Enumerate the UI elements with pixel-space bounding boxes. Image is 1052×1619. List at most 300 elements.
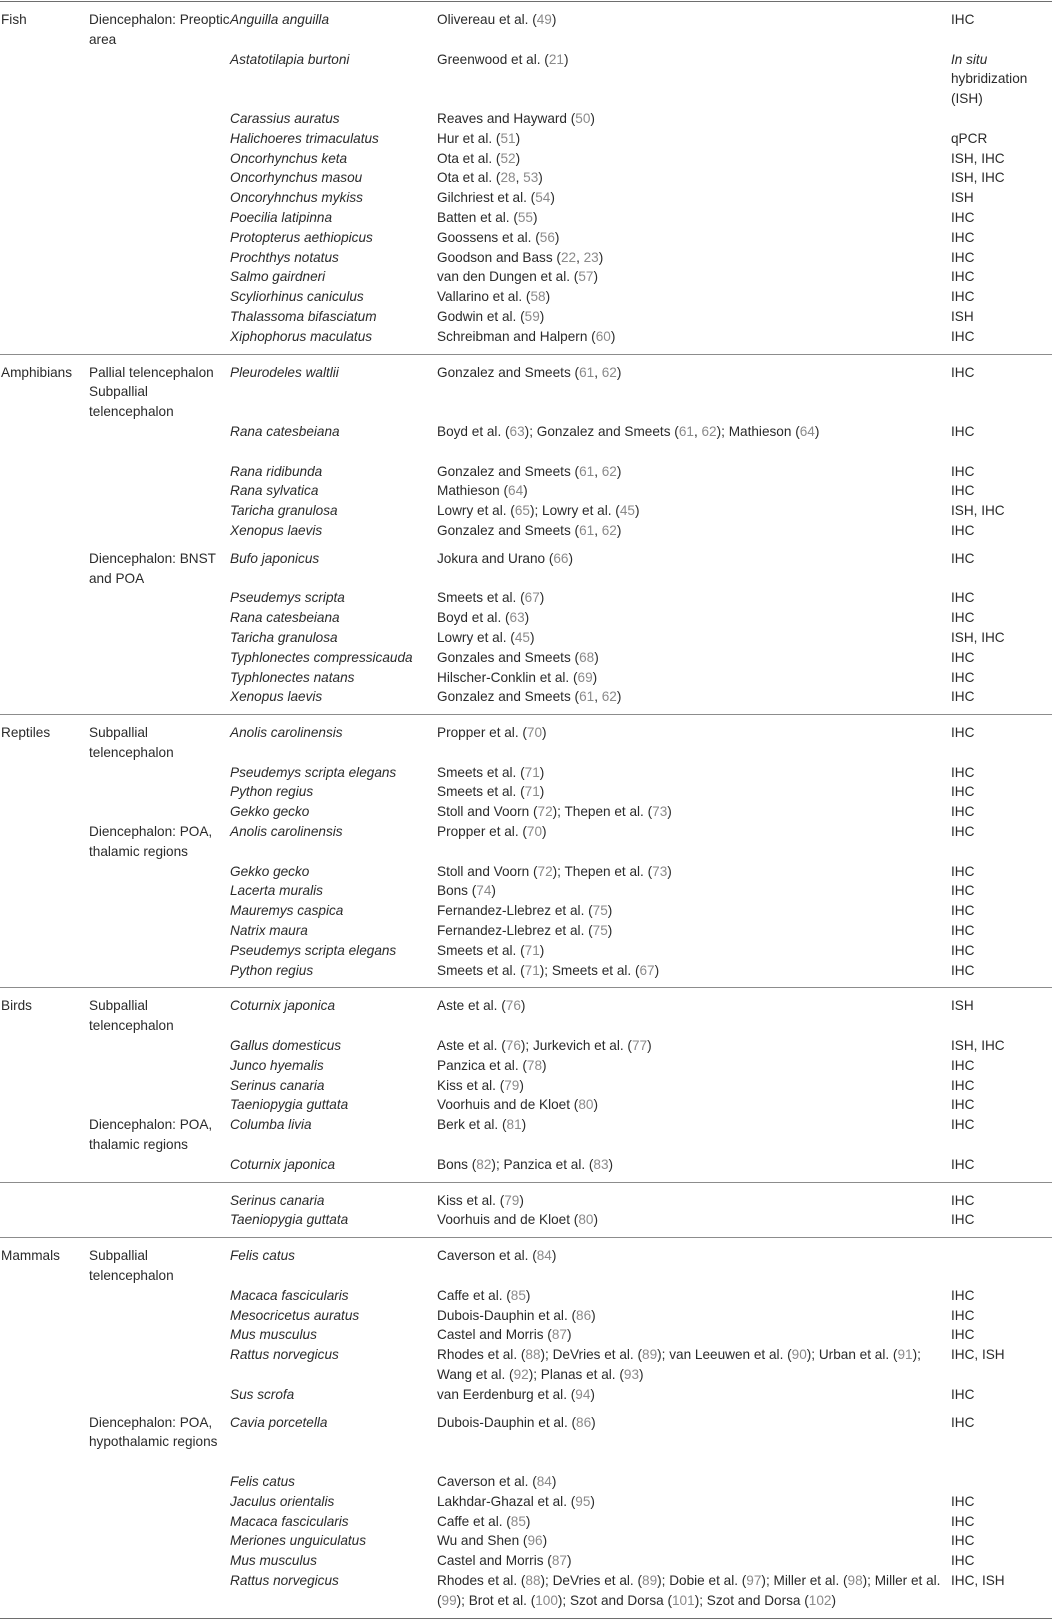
table-row bbox=[0, 228, 1052, 248]
reference-text: Berk et al. ( bbox=[437, 1117, 507, 1133]
table-row bbox=[0, 109, 1052, 129]
reference-number: 89 bbox=[642, 1572, 658, 1588]
reference-text: Smeets et al. ( bbox=[437, 962, 525, 978]
reference-text: ); Miller et al. ( bbox=[761, 1572, 848, 1588]
reference-cell bbox=[437, 1076, 951, 1096]
method-cell: IHC bbox=[951, 249, 975, 265]
table-row bbox=[0, 1571, 1052, 1611]
reference-cell bbox=[437, 1512, 951, 1532]
table-row bbox=[0, 1115, 1052, 1155]
reference-cell bbox=[437, 996, 951, 1016]
species-cell: Serinus canaria bbox=[230, 1077, 325, 1093]
reference-text: ) bbox=[598, 249, 604, 265]
reference-cell bbox=[437, 961, 951, 981]
table-row bbox=[0, 287, 1052, 307]
method-cell: IHC bbox=[951, 289, 975, 305]
method-cell: IHC bbox=[951, 522, 975, 538]
table-row bbox=[0, 862, 1052, 882]
reference-cell bbox=[437, 1413, 951, 1433]
reference-number: 82 bbox=[476, 1156, 492, 1172]
reference-text: ); Wang et al. ( bbox=[437, 1347, 921, 1382]
method-cell: IHC bbox=[951, 364, 975, 380]
table-row bbox=[0, 208, 1052, 228]
reference-text: Gonzalez and Smeets ( bbox=[437, 463, 580, 479]
method-cell: IHC bbox=[951, 784, 975, 800]
method-cell: IHC bbox=[951, 1192, 975, 1208]
reference-number: 23 bbox=[583, 249, 599, 265]
species-cell: Scyliorhinus caniculus bbox=[230, 289, 364, 305]
method-cell: IHC bbox=[951, 483, 975, 499]
region-cell: Diencephalon: Preoptic area bbox=[89, 12, 230, 47]
reference-number: 101 bbox=[672, 1592, 695, 1608]
reference-text: Wu and Shen ( bbox=[437, 1533, 528, 1549]
reference-cell bbox=[437, 668, 951, 688]
reference-text: ) bbox=[519, 1192, 524, 1208]
species-cell: Columba livia bbox=[230, 1117, 312, 1133]
reference-number: 79 bbox=[504, 1192, 520, 1208]
table-row bbox=[0, 481, 1052, 501]
reference-number: 75 bbox=[592, 903, 608, 919]
reference-number: 62 bbox=[701, 423, 717, 439]
reference-number: 98 bbox=[847, 1572, 863, 1588]
reference-text: ) bbox=[591, 1414, 596, 1430]
reference-number: 83 bbox=[593, 1156, 609, 1172]
region-cell: Subpallial telencephalon bbox=[89, 998, 174, 1034]
table-row bbox=[0, 1472, 1052, 1492]
reference-text: ) bbox=[667, 804, 672, 820]
table-row bbox=[0, 723, 1052, 763]
reference-cell bbox=[437, 50, 951, 70]
reference-number: 71 bbox=[524, 942, 540, 958]
species-cell: Serinus canaria bbox=[230, 1192, 325, 1208]
species-cell: Python regius bbox=[230, 784, 314, 800]
species-cell: Gekko gecko bbox=[230, 804, 310, 820]
species-cell: Xiphophorus maculatus bbox=[230, 328, 373, 344]
species-cell: Pseudemys scripta elegans bbox=[230, 942, 397, 958]
reference-cell bbox=[437, 481, 951, 501]
species-cell: Natrix maura bbox=[230, 923, 308, 939]
species-cell: Xenopus laevis bbox=[230, 689, 323, 705]
method-cell: IHC bbox=[951, 1386, 975, 1402]
reference-text: Kiss et al. ( bbox=[437, 1192, 505, 1208]
table-row bbox=[0, 50, 1052, 109]
reference-text: , bbox=[594, 364, 602, 380]
reference-cell bbox=[437, 588, 951, 608]
table-row bbox=[0, 1512, 1052, 1532]
reference-number: 50 bbox=[575, 110, 591, 126]
taxon-group bbox=[0, 1183, 1052, 1239]
reference-text: Rhodes et al. ( bbox=[437, 1347, 526, 1363]
reference-text: ); Szot and Dorsa ( bbox=[557, 1592, 672, 1608]
reference-text: ); Lowry et al. ( bbox=[529, 503, 620, 519]
reference-text: Voorhuis and de Kloet ( bbox=[437, 1212, 579, 1228]
reference-text: Caverson et al. ( bbox=[437, 1248, 537, 1264]
method-cell: ISH, IHC bbox=[951, 150, 1005, 166]
reference-cell bbox=[437, 422, 951, 442]
reference-cell bbox=[437, 608, 951, 628]
reference-text: Boyd et al. ( bbox=[437, 610, 510, 626]
reference-text: Jokura and Urano ( bbox=[437, 550, 554, 566]
species-cell: Typhlonectes compressicauda bbox=[230, 649, 413, 665]
reference-text: Caverson et al. ( bbox=[437, 1473, 537, 1489]
reference-number: 28 bbox=[500, 170, 516, 186]
reference-cell bbox=[437, 763, 951, 783]
table-row bbox=[0, 961, 1052, 981]
taxon-cell: Amphibians bbox=[1, 364, 73, 380]
species-cell: Carassius auratus bbox=[230, 110, 340, 126]
region-cell: Pallial telencephalon Subpallial telencephalon bbox=[89, 364, 214, 420]
reference-text: ) bbox=[524, 610, 530, 626]
reference-text: ); Thepen et al. ( bbox=[552, 863, 653, 879]
table-row bbox=[0, 422, 1052, 462]
method-cell: IHC bbox=[951, 229, 975, 245]
reference-text: Mathieson ( bbox=[437, 483, 509, 499]
method-cell: IHC bbox=[951, 590, 975, 606]
reference-text: Stoll and Voorn ( bbox=[437, 863, 538, 879]
table-row bbox=[0, 648, 1052, 668]
reference-text: ) bbox=[525, 1513, 531, 1529]
taxon-group bbox=[0, 988, 1052, 1182]
reference-text: Smeets et al. ( bbox=[437, 764, 525, 780]
table-row bbox=[0, 901, 1052, 921]
reference-cell bbox=[437, 1306, 951, 1326]
reference-cell bbox=[437, 822, 951, 842]
table-row bbox=[0, 1191, 1052, 1211]
reference-text: , bbox=[594, 522, 602, 538]
reference-cell bbox=[437, 521, 951, 541]
species-cell: Taricha granulosa bbox=[230, 503, 338, 519]
reference-number: 80 bbox=[578, 1097, 594, 1113]
reference-text: , bbox=[594, 689, 602, 705]
reference-number: 97 bbox=[746, 1572, 762, 1588]
reference-text: ) bbox=[542, 1533, 548, 1549]
table-row bbox=[0, 921, 1052, 941]
reference-text: Kiss et al. ( bbox=[437, 1077, 505, 1093]
reference-text: ) bbox=[616, 689, 622, 705]
species-cell: Mus musculus bbox=[230, 1327, 317, 1343]
reference-text: Bons ( bbox=[437, 883, 477, 899]
table-row bbox=[0, 1413, 1052, 1472]
method-cell: IHC bbox=[951, 962, 975, 978]
reference-text: ) bbox=[590, 110, 595, 126]
reference-text: ); Miller et al. ( bbox=[437, 1572, 941, 1608]
reference-number: 59 bbox=[524, 308, 540, 324]
reference-number: 70 bbox=[526, 824, 543, 840]
reference-number: 100 bbox=[535, 1592, 558, 1608]
reference-cell bbox=[437, 1056, 951, 1076]
reference-text: ) bbox=[610, 328, 616, 344]
table-row bbox=[0, 149, 1052, 169]
taxon-group bbox=[0, 1238, 1052, 1618]
reference-text: ) bbox=[520, 998, 526, 1014]
reference-number: 58 bbox=[530, 289, 546, 305]
reference-number: 79 bbox=[504, 1077, 520, 1093]
reference-number: 67 bbox=[639, 962, 655, 978]
method-cell: IHC bbox=[951, 1493, 975, 1509]
reference-text: ); Dobie et al. ( bbox=[657, 1572, 747, 1588]
reference-cell bbox=[437, 1551, 951, 1571]
reference-number: 57 bbox=[578, 269, 594, 285]
table-row bbox=[0, 1210, 1052, 1230]
reference-text: Castel and Morris ( bbox=[437, 1553, 552, 1569]
reference-number: 80 bbox=[578, 1212, 594, 1228]
reference-text: Dubois-Dauphin et al. ( bbox=[437, 1414, 577, 1430]
species-cell: Mus musculus bbox=[230, 1553, 317, 1569]
reference-text: Smeets et al. ( bbox=[437, 942, 525, 958]
method-cell: IHC bbox=[951, 610, 975, 626]
method-cell: IHC bbox=[951, 649, 975, 665]
reference-number: 61 bbox=[579, 364, 595, 380]
reference-text: Fernandez-Llebrez et al. ( bbox=[437, 923, 593, 939]
table-body bbox=[0, 2, 1052, 1619]
method-text: hybridization (ISH) bbox=[951, 71, 1028, 107]
reference-number: 56 bbox=[539, 229, 555, 245]
reference-number: 61 bbox=[579, 522, 595, 538]
method-cell: IHC, ISH bbox=[951, 1572, 1005, 1588]
reference-cell bbox=[437, 327, 951, 347]
row-gap bbox=[0, 1405, 1052, 1413]
method-cell: IHC bbox=[951, 903, 975, 919]
reference-text: ) bbox=[616, 522, 622, 538]
reference-cell bbox=[437, 1492, 951, 1512]
species-cell: Rana catesbeiana bbox=[230, 423, 340, 439]
species-cell: Felis catus bbox=[230, 1248, 295, 1264]
table-row bbox=[0, 307, 1052, 327]
reference-number: 64 bbox=[508, 483, 524, 499]
reference-text: Propper et al. ( bbox=[437, 824, 527, 840]
reference-number: 55 bbox=[517, 209, 533, 225]
reference-text: Gonzalez and Smeets ( bbox=[437, 689, 580, 705]
method-cell: IHC bbox=[951, 463, 975, 479]
taxon-cell: Mammals bbox=[1, 1248, 60, 1264]
reference-text: ) bbox=[647, 1038, 652, 1054]
reference-text: ) bbox=[639, 1367, 644, 1382]
reference-text: Schreibman and Halpern ( bbox=[437, 328, 596, 344]
method-cell: IHC bbox=[951, 1287, 975, 1303]
method-cell: IHC bbox=[951, 550, 975, 566]
method-cell: IHC bbox=[951, 269, 975, 285]
reference-cell bbox=[437, 723, 951, 743]
method-cell: ISH, IHC bbox=[951, 1038, 1005, 1054]
table-row bbox=[0, 763, 1052, 783]
reference-cell bbox=[437, 1115, 951, 1135]
table-row bbox=[0, 802, 1052, 822]
region-cell: Subpallial telencephalon bbox=[89, 1248, 174, 1284]
species-cell: Oncorhynchus keta bbox=[230, 150, 348, 166]
reference-cell bbox=[437, 1286, 951, 1306]
reference-number: 86 bbox=[576, 1307, 592, 1323]
species-cell: Taeniopygia guttata bbox=[230, 1097, 349, 1113]
method-cell: ISH, IHC bbox=[951, 503, 1005, 519]
reference-text: ); Smeets et al. ( bbox=[539, 962, 640, 978]
species-cell: Coturnix japonica bbox=[230, 998, 336, 1014]
reference-text: ) bbox=[539, 308, 545, 324]
reference-number: 73 bbox=[652, 863, 668, 879]
species-cell: Rattus norvegicus bbox=[230, 1572, 339, 1588]
species-cell: Salmo gairdneri bbox=[230, 269, 326, 285]
reference-number: 22 bbox=[560, 249, 577, 265]
reference-cell bbox=[437, 648, 951, 668]
method-cell: ISH bbox=[951, 190, 974, 206]
taxon-group bbox=[0, 715, 1052, 988]
reference-text: ); van Leeuwen et al. ( bbox=[657, 1347, 792, 1363]
reference-cell bbox=[437, 1325, 951, 1345]
reference-cell bbox=[437, 267, 951, 287]
species-cell: Halichoeres trimaculatus bbox=[230, 130, 379, 146]
reference-number: 72 bbox=[537, 804, 553, 820]
table-row bbox=[0, 521, 1052, 541]
reference-text: , bbox=[576, 249, 584, 265]
reference-number: 90 bbox=[791, 1347, 807, 1363]
table-row bbox=[0, 1385, 1052, 1405]
reference-cell bbox=[437, 881, 951, 901]
reference-text: ) bbox=[539, 764, 545, 780]
reference-cell bbox=[437, 1210, 951, 1230]
method-cell: IHC bbox=[951, 328, 975, 344]
reference-text: Goossens et al. ( bbox=[437, 229, 540, 245]
reference-text: Aste et al. ( bbox=[437, 998, 506, 1014]
reference-text: , bbox=[594, 463, 602, 479]
reference-cell bbox=[437, 109, 951, 129]
table-row bbox=[0, 1076, 1052, 1096]
reference-text: ) bbox=[593, 269, 598, 285]
reference-number: 85 bbox=[510, 1513, 526, 1529]
reference-number: 21 bbox=[548, 51, 564, 67]
region-cell: Diencephalon: POA, thalamic regions bbox=[89, 824, 213, 859]
species-cell: Prochthys notatus bbox=[230, 249, 339, 265]
species-cell: Rana catesbeiana bbox=[230, 610, 340, 626]
reference-number: 66 bbox=[553, 550, 569, 566]
reference-text: ) bbox=[539, 784, 545, 800]
method-cell: IHC bbox=[951, 12, 975, 27]
table-row bbox=[0, 687, 1052, 707]
reference-number: 45 bbox=[619, 503, 635, 519]
species-cell: Meriones unguiculatus bbox=[230, 1533, 367, 1549]
reference-text: ) bbox=[616, 364, 622, 380]
reference-text: ) bbox=[593, 1212, 598, 1228]
reference-text: Panzica et al. ( bbox=[437, 1057, 527, 1073]
reference-cell bbox=[437, 862, 951, 882]
reference-text: Ota et al. ( bbox=[437, 170, 501, 186]
reference-number: 63 bbox=[509, 423, 525, 439]
reference-text: ) bbox=[551, 12, 557, 27]
method-cell: IHC bbox=[951, 804, 975, 820]
reference-number: 76 bbox=[505, 998, 521, 1014]
reference-number: 76 bbox=[505, 1038, 521, 1054]
reference-number: 68 bbox=[579, 649, 595, 665]
reference-text: Goodson and Bass ( bbox=[437, 249, 561, 265]
reference-text: Caffe et al. ( bbox=[437, 1513, 511, 1529]
reference-text: ) bbox=[593, 1097, 598, 1113]
species-cell: Astatotilapia burtoni bbox=[230, 51, 350, 67]
reference-text: ) bbox=[608, 1156, 614, 1172]
reference-cell bbox=[437, 208, 951, 228]
species-cell: Oncorhynchus masou bbox=[230, 170, 363, 186]
reference-cell bbox=[437, 1036, 951, 1056]
region-cell: Subpallial telencephalon bbox=[89, 725, 174, 760]
reference-text: ) bbox=[521, 1117, 527, 1133]
species-cell: Junco hyemalis bbox=[230, 1057, 324, 1073]
species-cell: Anolis carolinensis bbox=[230, 824, 343, 840]
method-cell: ISH bbox=[951, 998, 974, 1014]
reference-text: Castel and Morris ( bbox=[437, 1327, 552, 1343]
reference-cell bbox=[437, 307, 951, 327]
reference-text: ); Mathieson ( bbox=[716, 423, 800, 439]
reference-number: 87 bbox=[551, 1327, 567, 1343]
table-row bbox=[0, 188, 1052, 208]
reference-number: 102 bbox=[808, 1592, 832, 1608]
reference-number: 78 bbox=[526, 1057, 543, 1073]
table-row bbox=[0, 267, 1052, 287]
reference-number: 85 bbox=[510, 1287, 526, 1303]
reference-number: 71 bbox=[524, 764, 540, 780]
reference-text: ) bbox=[607, 903, 613, 919]
reference-text: ); DeVries et al. ( bbox=[540, 1572, 643, 1588]
table-row bbox=[0, 327, 1052, 347]
reference-text: ) bbox=[551, 1473, 557, 1489]
table-row bbox=[0, 1345, 1052, 1385]
method-cell: IHC bbox=[951, 669, 975, 685]
reference-text: ) bbox=[551, 1248, 557, 1264]
reference-text: Aste et al. ( bbox=[437, 1038, 506, 1054]
species-cell: Taeniopygia guttata bbox=[230, 1212, 349, 1228]
species-cell: Macaca fascicularis bbox=[230, 1513, 349, 1529]
reference-number: 63 bbox=[509, 610, 525, 626]
table-row bbox=[0, 881, 1052, 901]
reference-text: ) bbox=[519, 1077, 524, 1093]
reference-text: Gonzalez and Smeets ( bbox=[437, 522, 580, 538]
reference-cell bbox=[437, 687, 951, 707]
reference-text: ) bbox=[814, 423, 820, 439]
table-row bbox=[0, 1325, 1052, 1345]
table-row bbox=[0, 1056, 1052, 1076]
reference-text: ) bbox=[592, 669, 598, 685]
reference-text: Bons ( bbox=[437, 1156, 477, 1172]
taxon-cell: Fish bbox=[1, 12, 27, 27]
reference-text: ) bbox=[568, 550, 574, 566]
method-cell: IHC bbox=[951, 209, 975, 225]
reference-number: 62 bbox=[601, 689, 617, 705]
reference-text: Dubois-Dauphin et al. ( bbox=[437, 1307, 577, 1323]
reference-cell bbox=[437, 248, 951, 268]
region-cell: Diencephalon: POA, thalamic regions bbox=[89, 1117, 213, 1153]
method-cell: IHC bbox=[951, 1553, 975, 1569]
reference-text: Hilscher-Conklin et al. ( bbox=[437, 669, 578, 685]
reference-text: ) bbox=[542, 725, 547, 741]
method-cell: IHC bbox=[951, 1212, 975, 1228]
species-cell: Felis catus bbox=[230, 1473, 295, 1489]
method-cell: IHC bbox=[951, 1117, 975, 1133]
reference-text: Godwin et al. ( bbox=[437, 308, 525, 324]
reference-text: ); Panzica et al. ( bbox=[491, 1156, 594, 1172]
reference-text: Fernandez-Llebrez et al. ( bbox=[437, 903, 593, 919]
species-cell: Pseudemys scripta elegans bbox=[230, 764, 397, 780]
reference-number: 67 bbox=[524, 590, 540, 606]
table-row bbox=[0, 1531, 1052, 1551]
reference-text: ) bbox=[563, 51, 569, 67]
reference-cell bbox=[437, 1246, 951, 1266]
table-row bbox=[0, 1155, 1052, 1175]
reference-cell bbox=[437, 549, 951, 569]
reference-text: Olivereau et al. ( bbox=[437, 12, 537, 27]
reference-text: ); Urban et al. ( bbox=[806, 1347, 898, 1363]
reference-cell bbox=[437, 1191, 951, 1211]
table-row bbox=[0, 1036, 1052, 1056]
reference-text: ) bbox=[542, 824, 547, 840]
method-cell: IHC bbox=[951, 1327, 975, 1343]
method-cell: IHC bbox=[951, 863, 975, 879]
reference-number: 61 bbox=[579, 689, 595, 705]
